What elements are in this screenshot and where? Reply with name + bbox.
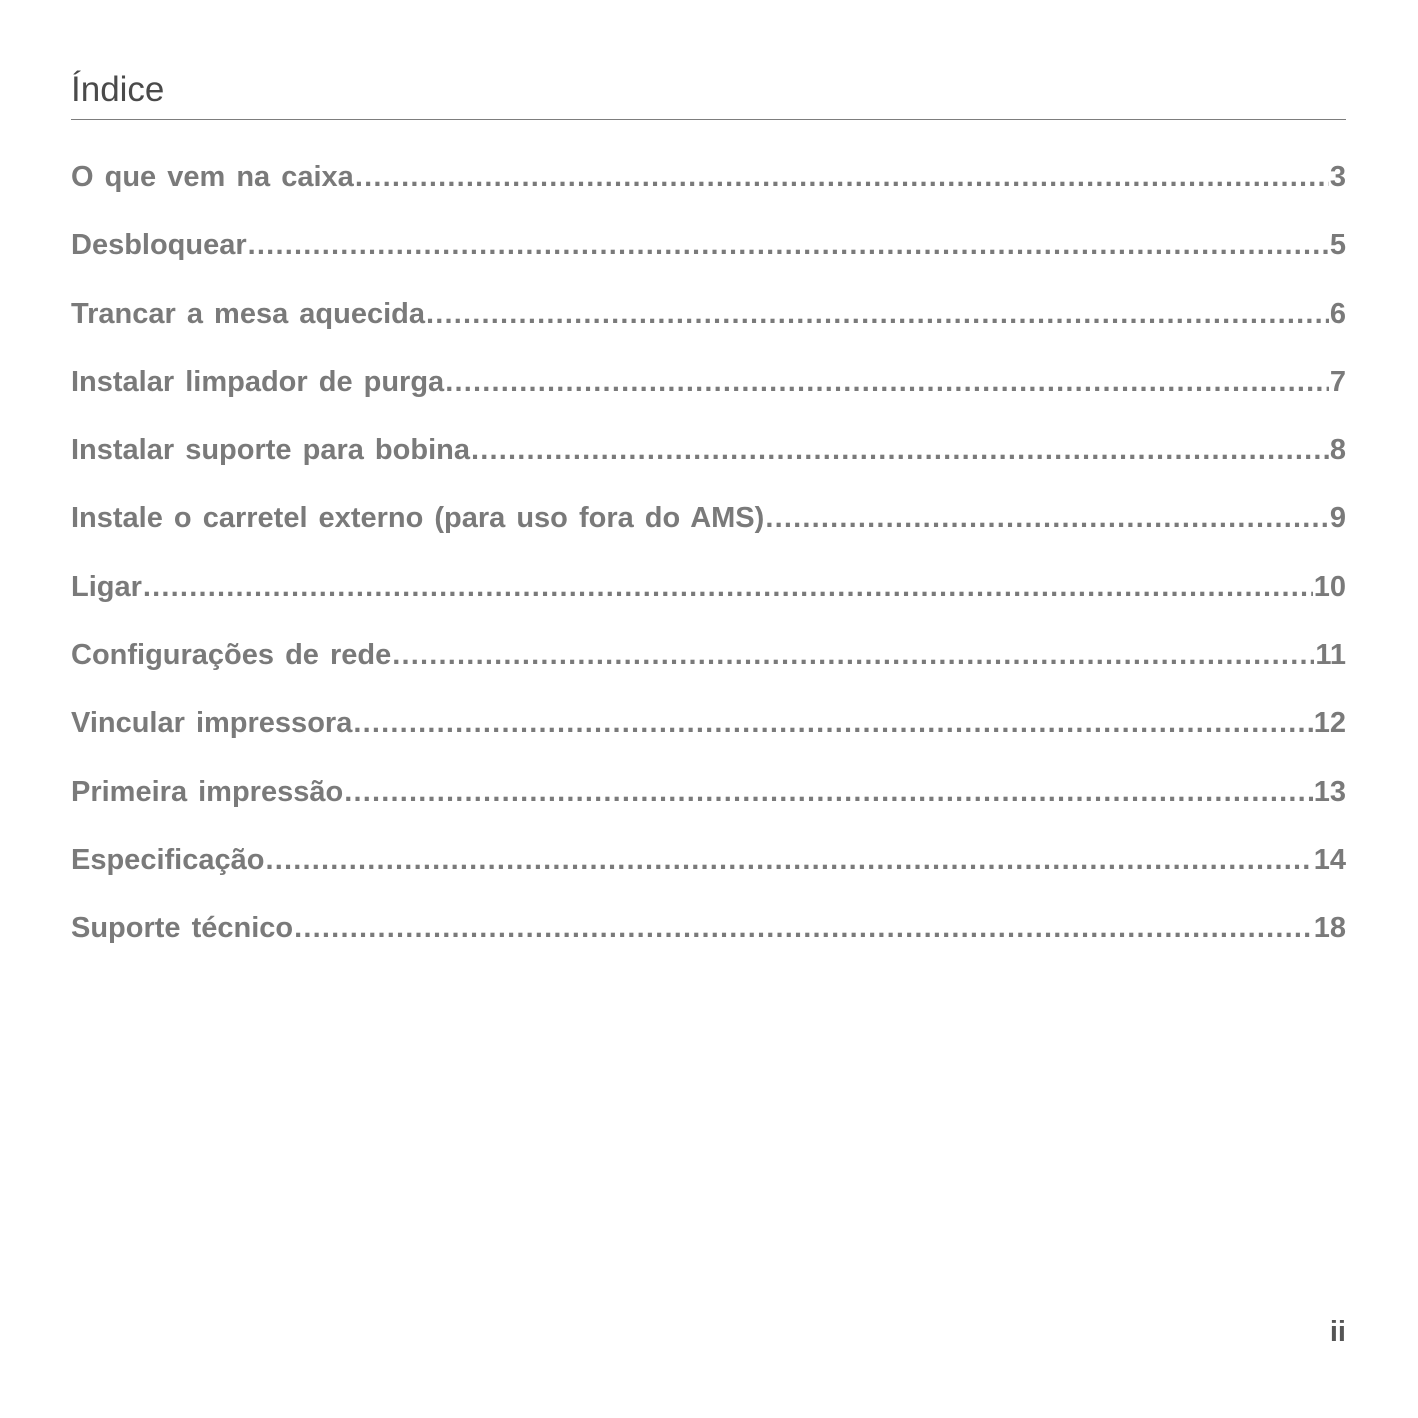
title-divider <box>71 119 1346 120</box>
toc-dot-leader <box>353 707 1312 740</box>
toc-entry[interactable] <box>71 776 1346 844</box>
toc-dot-leader <box>265 844 1312 877</box>
toc-entry-page: 10 <box>1313 570 1346 603</box>
toc-dot-leader <box>294 912 1313 945</box>
toc-entry[interactable] <box>71 707 1346 775</box>
toc-entry-page: 13 <box>1313 775 1346 808</box>
toc-entry[interactable] <box>71 161 1346 229</box>
toc-entry-label: Instalar limpador de purga <box>71 365 445 398</box>
toc-entry-label: Especificação <box>71 843 265 876</box>
toc-entry-label: Desbloquear <box>71 229 247 262</box>
toc-dot-leader <box>765 502 1329 535</box>
toc-dot-leader <box>392 639 1314 672</box>
page-number: ii <box>1329 1316 1346 1348</box>
toc-entry-page: 11 <box>1315 639 1346 672</box>
toc-dot-leader <box>471 434 1329 467</box>
toc-entry-page: 7 <box>1329 365 1346 398</box>
toc-entry[interactable] <box>71 298 1346 366</box>
toc-entry-label: Instalar suporte para bobina <box>71 434 470 467</box>
table-of-contents <box>71 161 1346 981</box>
toc-entry-label: Instale o carretel externo (para uso fora do AMS) <box>71 502 765 535</box>
toc-entry[interactable] <box>71 639 1346 707</box>
toc-entry-label: Suporte técnico <box>71 912 294 945</box>
toc-entry-page: 8 <box>1329 434 1346 467</box>
toc-dot-leader <box>143 571 1313 604</box>
toc-entry-page: 18 <box>1313 912 1346 945</box>
toc-dot-leader <box>248 229 1329 262</box>
toc-entry-label: Trancar a mesa aquecida <box>71 297 425 330</box>
toc-entry[interactable] <box>71 844 1346 912</box>
toc-entry-label: Ligar <box>71 570 142 603</box>
page-title: Índice <box>71 70 165 109</box>
toc-entry-label: Vincular impressora <box>71 707 353 740</box>
toc-dot-leader <box>445 366 1329 399</box>
toc-entry[interactable] <box>71 912 1346 980</box>
toc-entry-label: Primeira impressão <box>71 775 344 808</box>
toc-entry-page: 5 <box>1329 229 1346 262</box>
toc-dot-leader <box>355 161 1329 194</box>
toc-entry-page: 6 <box>1329 297 1346 330</box>
toc-entry-page: 9 <box>1329 502 1346 535</box>
toc-entry[interactable] <box>71 571 1346 639</box>
toc-entry-page: 14 <box>1313 843 1346 876</box>
toc-entry[interactable] <box>71 366 1346 434</box>
toc-entry[interactable] <box>71 229 1346 297</box>
toc-dot-leader <box>426 298 1329 331</box>
toc-entry-page: 3 <box>1329 161 1346 193</box>
toc-entry-label: O que vem na caixa <box>71 161 354 193</box>
toc-entry-page: 12 <box>1313 707 1346 740</box>
toc-entry[interactable] <box>71 434 1346 502</box>
toc-entry-label: Configurações de rede <box>71 639 392 672</box>
toc-entry[interactable] <box>71 502 1346 570</box>
toc-dot-leader <box>344 776 1313 809</box>
